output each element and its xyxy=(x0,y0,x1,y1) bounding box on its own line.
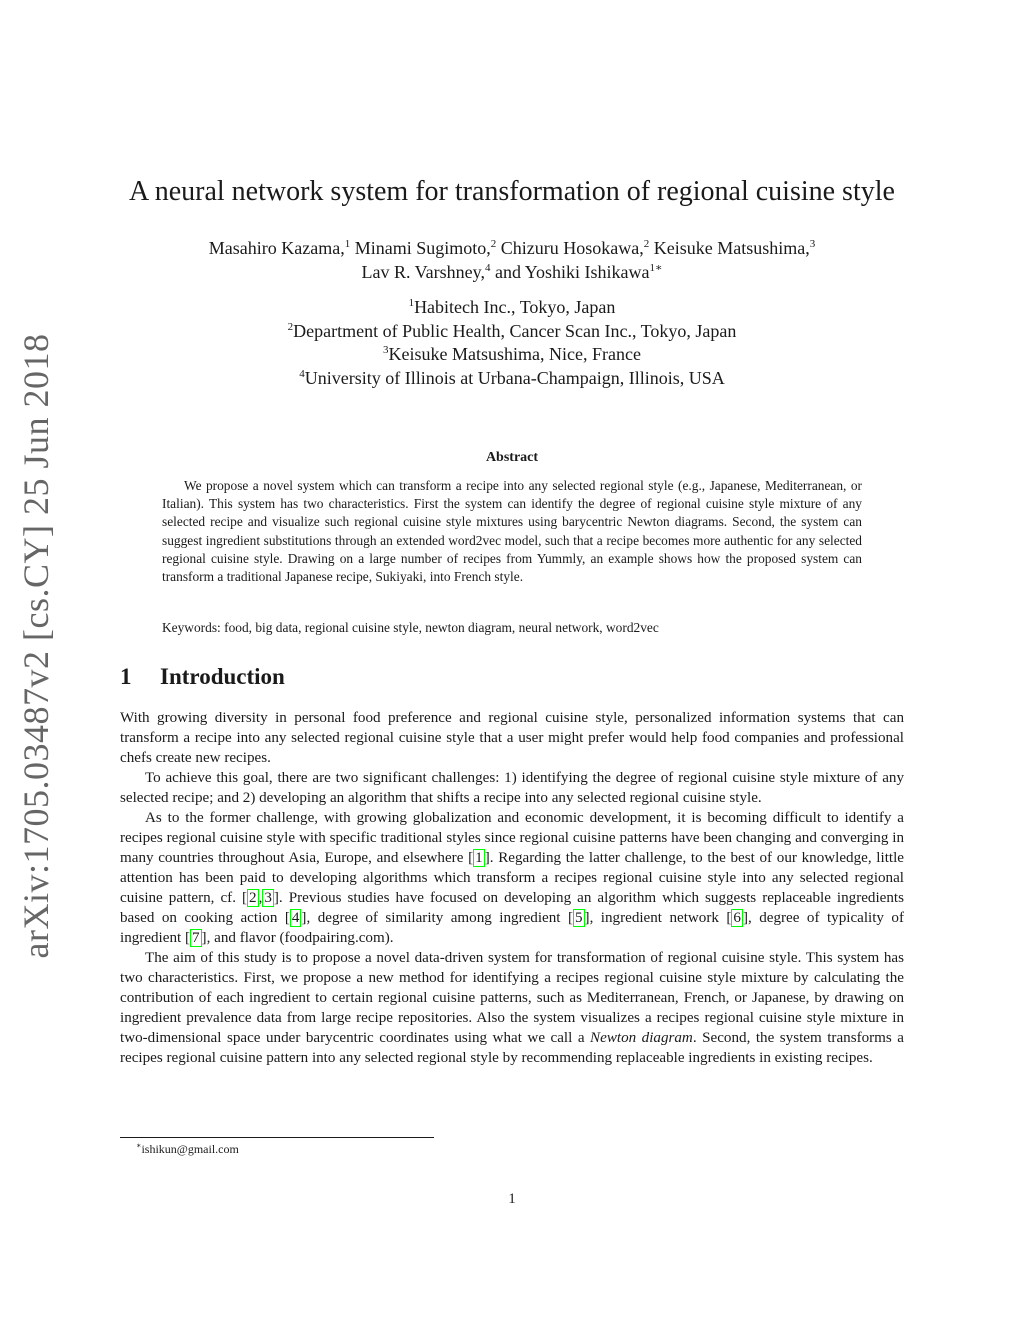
keywords: Keywords: food, big data, regional cuisine style, newton diagram, neural network, word2vec xyxy=(162,620,659,635)
citation-link[interactable]: 6 xyxy=(733,910,741,926)
paper-title: A neural network system for transformation of regional cuisine style xyxy=(129,176,895,207)
paragraph-text: As to the former challenge, with growing globalization and economic development, it is becoming difficult to identify a recipes regional cuisine style with specific traditional styles since regional cuisine patterns have been changing and converging in many countries throughout Asia, Europe, and elsewhere xyxy=(120,810,904,866)
affiliation-text: University of Illinois at Urbana-Champaign, Illinois, USA xyxy=(304,367,725,388)
paragraph-text: The aim of this study is to propose a novel data-driven system for transformation of regional cuisine style. This system has two characteristics. First, we propose a new method for identifying a recipes regional cuisine style mixture by calculating the contribution of each ingredient to certain regional cuisine patterns, such as Mediterranean, French, or Japanese, by drawing on ingredient prevalence data from large recipe repositories. Also the system visualizes a recipes regional cuisine style mixture in two-dimensional space under barycentric coordinates using what we call a xyxy=(120,950,904,1046)
affiliation-mark: 1 xyxy=(408,297,415,309)
author-name: Minami Sugimoto, xyxy=(350,238,491,258)
paragraph-text: . Second, the system transforms a recipes regional cuisine pattern into any selected regional style by recommending replaceable ingredients in existing recipes. xyxy=(120,1030,905,1066)
affiliation xyxy=(0,343,1024,367)
affiliation-list xyxy=(0,296,1024,390)
affiliation-text: Keisuke Matsushima, Nice, France xyxy=(388,344,641,364)
arxiv-identifier: arXiv:1705.03487v2 [cs.CY] 25 Jun 2018 xyxy=(16,333,56,959)
paragraph-text: , degree of typicality of ingredient xyxy=(120,910,905,946)
author-name: Chizuru Hosokawa, xyxy=(496,238,644,258)
citation-separator: , xyxy=(258,890,263,906)
footnote-mark: ∗ xyxy=(136,1141,142,1150)
author-name: Masahiro Kazama, xyxy=(208,238,345,258)
citation-link[interactable]: 1 xyxy=(475,850,483,866)
abstract-heading: Abstract xyxy=(485,450,539,465)
author-affiliation-mark: 1 xyxy=(344,238,351,250)
paragraph-text: , and flavor (foodpairing.com). xyxy=(206,930,394,946)
author-list xyxy=(0,236,1024,284)
affiliation xyxy=(0,296,1024,320)
citation-link[interactable]: 2 xyxy=(249,890,257,906)
paragraph: As to the former challenge, with growing globalization and economic development, it is becoming difficult to identify a recipes regional cuisine style with specific traditional styles since regional cuisine patterns have been changing and converging in many countries throughout Asia, Europe, and elsewhere [ 1 ]. Regarding the latter challenge, to the best of our knowledge, little attention has been paid to developing algorithms which transform a recipes regional cuisine style into any selected regional cuisine pattern, cf. [ 2 , 3 ]. Previous studies have focused on developing an algorithm which suggests replaceable ingredients based on cooking action [ 4 ], degree of similarity among ingredient [ 5 ], ingredient network [ 6 ], degree of typicality of ingredient [ 7 ], and flavor (foodpairing.com). xyxy=(120,810,905,946)
author-name: and Yoshiki Ishikawa xyxy=(490,262,650,282)
footnote xyxy=(136,1142,239,1157)
introduction-body xyxy=(120,708,904,1068)
section-number: 1 xyxy=(120,664,132,689)
section-title: Introduction xyxy=(160,664,285,689)
affiliation-mark: 3 xyxy=(383,344,389,356)
paragraph xyxy=(120,948,904,1068)
paragraph-text: , ingredient network xyxy=(589,910,727,926)
footnote-email: ishikun@gmail.com xyxy=(141,1142,239,1156)
affiliation-text: Department of Public Health, Cancer Scan Inc., Tokyo, Japan xyxy=(293,320,737,341)
author-name: Lav R. Varshney, xyxy=(361,262,485,282)
paragraph: To achieve this goal, there are two significant challenges: 1) identifying the degree of regional cuisine style mixture of any selected recipe; and 2) developing an algorithm that shifts a recipe into any selected regional cuisine style. xyxy=(120,770,904,806)
paragraph-text: . Previous studies have focused on developing an algorithm which suggests replaceable ingredients based on cooking action xyxy=(120,890,904,926)
author-affiliation-mark: 3 xyxy=(809,238,816,250)
affiliation xyxy=(0,367,1024,391)
author-affiliation-mark: 1∗ xyxy=(649,262,663,274)
abstract-text: We propose a novel system which can transform a recipe into any selected regional style (e.g., Japanese, Mediterranean, or Italian). This system has two characteristics. First the system can identify the degree of regional cuisine style mixture of any selected recipe and visualize such regional cuisine style mixtures using barycentric Newton diagrams. Second, the system can suggest ingredient substitutions through an extended word2vec model, such that a recipe becomes more authentic for any selected regional cuisine style. Drawing on a large number of recipes from Yummly, an example shows how the proposed system can transform a traditional Japanese recipe, Sukiyaki, into French style. xyxy=(162,478,862,585)
author-affiliation-mark: 2 xyxy=(643,238,650,250)
author-affiliation-mark: 4 xyxy=(484,262,491,274)
paragraph-text: . Regarding the latter challenge, to the best of our knowledge, little attention has been paid to developing algorithms which transform a recipes regional cuisine style into any selected regional cuisine pattern, cf. xyxy=(120,850,904,906)
author-name: Keisuke Matsushima, xyxy=(649,238,810,258)
citation-link[interactable]: 3 xyxy=(264,890,272,906)
affiliation xyxy=(0,320,1024,344)
affiliation-text: Habitech Inc., Tokyo, Japan xyxy=(414,297,616,317)
citation-link[interactable]: 7 xyxy=(192,930,200,946)
footnote-rule xyxy=(120,1137,434,1138)
author-affiliation-mark: 2 xyxy=(490,238,497,250)
section-heading xyxy=(120,664,285,690)
affiliation-mark: 4 xyxy=(299,367,305,380)
affiliation-mark: 2 xyxy=(287,320,294,333)
paragraph: With growing diversity in personal food preference and regional cuisine style, personalized information systems that can transform a recipe into any selected regional cuisine style that a user might prefer would help food companies and professional chefs create new recipes. xyxy=(120,710,904,766)
paragraph-text: , degree of similarity among ingredient xyxy=(306,910,568,926)
citation-link[interactable]: 4 xyxy=(291,910,300,926)
emphasis-text: Newton diagram xyxy=(590,1030,693,1046)
citation-link[interactable]: 5 xyxy=(574,910,583,926)
page-number: 1 xyxy=(508,1191,516,1207)
